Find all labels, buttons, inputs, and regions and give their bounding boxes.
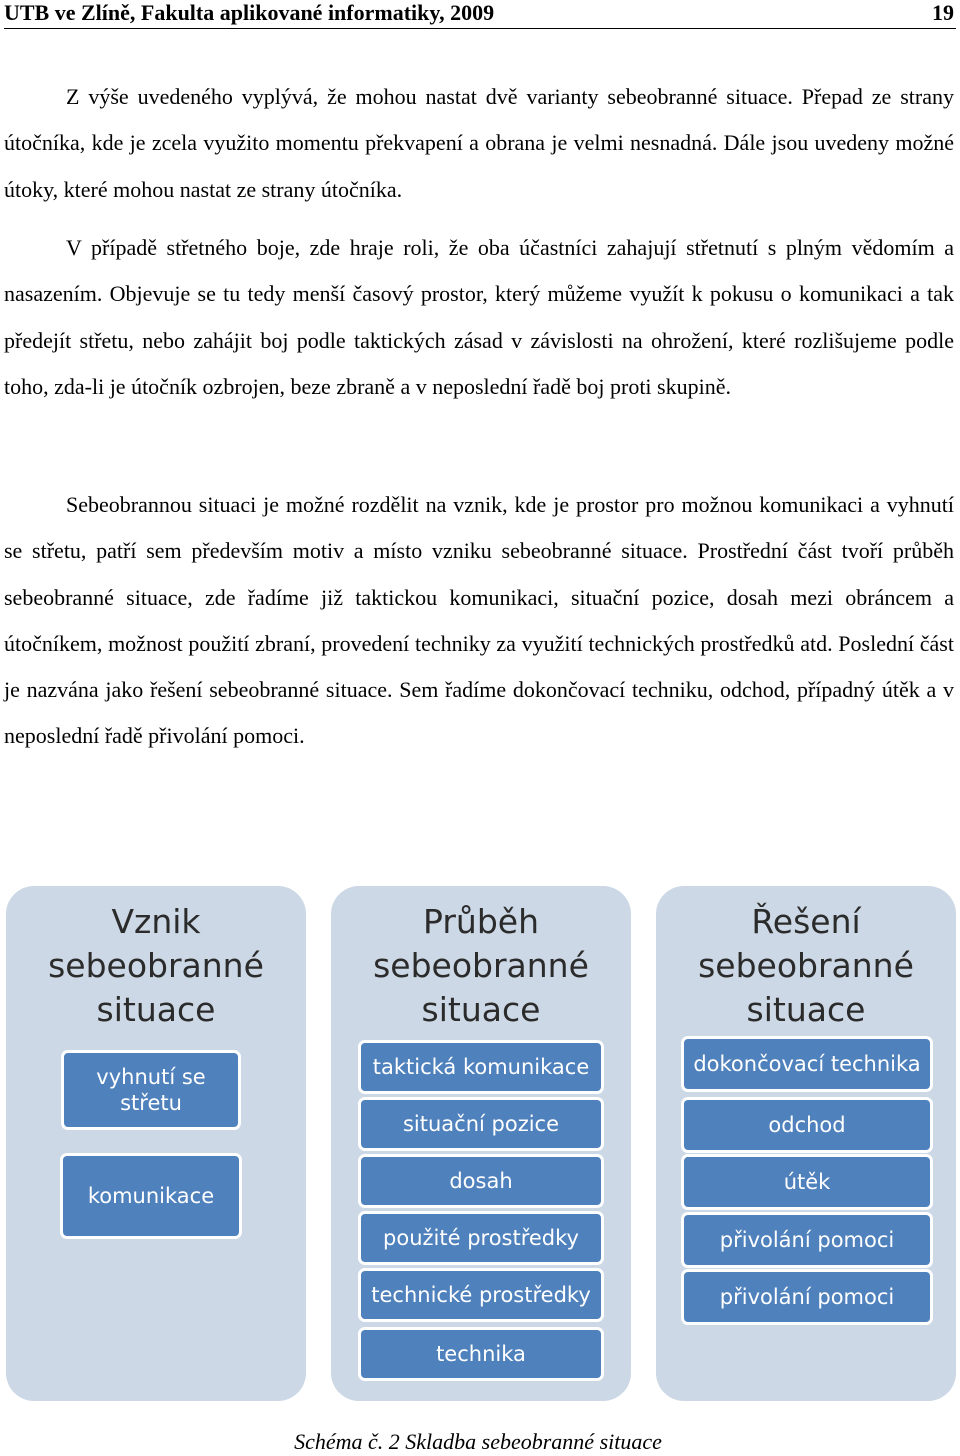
paragraph-2: V případě střetného boje, zde hraje roli, že oba účastníci zahajují střetnutí s plným vědomím a nasazením. Objevuje se tu tedy menší časový prostor, který můžeme využít k pokusu o komunikaci a tak předejít střetu, nebo zahájit boj podle taktických zásad v závislosti na ohrožení, které rozlišujeme podle toho, zda-li je útočník ozbrojen, beze zbraně a v neposlední řadě boj proti skupině. [4, 235, 954, 399]
panel-course [331, 886, 631, 1401]
diagram-box: útěk [681, 1154, 933, 1210]
panel-title-line: sebeobranné [48, 946, 264, 985]
self-defense-situation-diagram [0, 880, 960, 1405]
page-header [4, 0, 956, 29]
diagram-box: taktická komunikace [358, 1040, 604, 1094]
diagram-box: dosah [358, 1154, 604, 1208]
panel-title-line: situace [746, 990, 866, 1029]
paragraph-3: Sebeobrannou situaci je možné rozdělit na vznik, kde je prostor pro možnou komunikaci a vyhnutí se střetu, patří sem především motiv a místo vzniku sebeobranné situace. Prostřední část tvoří průběh sebeobranné situace, zde řadíme již taktickou komunikaci, situační pozice, dosah mezi obráncem a útočníkem, možnost použití zbraní, provedení techniky za využití technických prostředků atd. Poslední část je nazvána jako řešení sebeobranné situace. Sem řadíme dokončovací techniku, odchod, případný útěk a v neposlední řadě přivolání pomoci. [4, 492, 954, 749]
panel-title-line: situace [421, 990, 541, 1029]
diagram-box: komunikace [60, 1153, 242, 1239]
diagram-box: přivolání pomoci [681, 1212, 933, 1268]
panel-title-line: sebeobranné [698, 946, 914, 985]
panel-title-line: Řešení [751, 902, 861, 941]
diagram-box: technické prostředky [358, 1268, 604, 1322]
panel-origin [6, 886, 306, 1401]
diagram-box: vyhnutí se střetu [61, 1050, 241, 1130]
diagram-box: odchod [681, 1097, 933, 1153]
diagram-box: použité prostředky [358, 1211, 604, 1265]
header-title: UTB ve Zlíně, Fakulta aplikované informatiky, 2009 [4, 0, 495, 25]
panel-title [6, 900, 306, 1032]
panel-title-line: sebeobranné [373, 946, 589, 985]
page-number: 19 [932, 0, 954, 25]
diagram-box: technika [358, 1327, 604, 1381]
paragraph-1: Z výše uvedeného vyplývá, že mohou nastat dvě varianty sebeobranné situace. Přepad ze strany útočníka, kde je zcela využito momentu překvapení a obrana je velmi nesnadná. Dále jsou uvedeny možné útoky, které mohou nastat ze strany útočníka. [4, 84, 954, 202]
diagram-box: dokončovací technika [681, 1036, 933, 1092]
diagram-caption: Schéma č. 2 Skladba sebeobranné situace [294, 1429, 662, 1454]
panel-title-line: Vznik [111, 902, 201, 941]
diagram-box: přivolání pomoci [681, 1269, 933, 1325]
panel-title-line: situace [96, 990, 216, 1029]
panel-resolution [656, 886, 956, 1401]
diagram-box: situační pozice [358, 1097, 604, 1151]
panel-title [656, 900, 956, 1032]
panel-title-line: Průběh [423, 902, 539, 941]
panel-title [331, 900, 631, 1032]
